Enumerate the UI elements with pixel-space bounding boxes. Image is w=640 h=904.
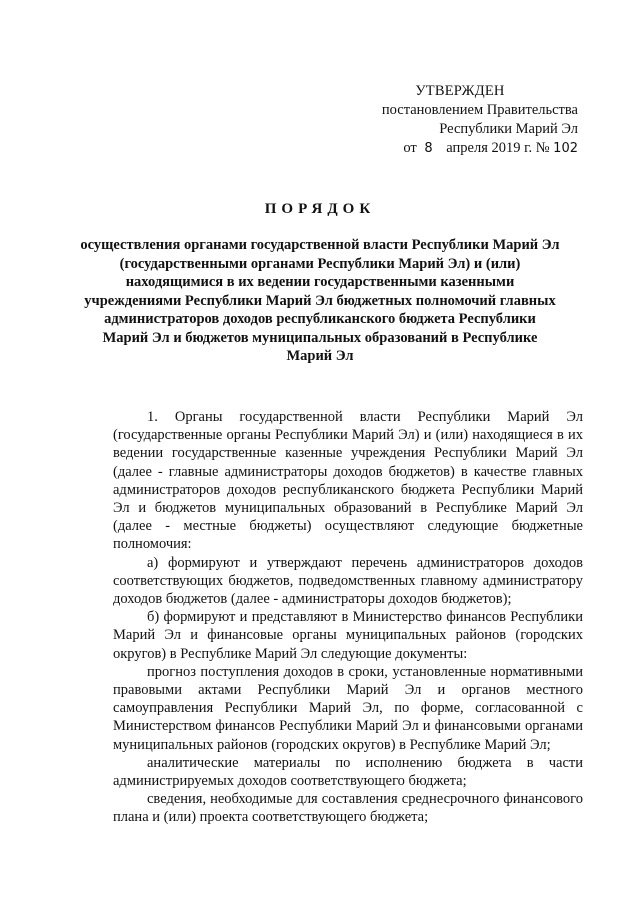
approval-number: 102 [553, 141, 578, 156]
paragraph-forecast: прогноз поступления доходов в сроки, установленные нормативными правовыми актами Республики Марий Эл и органов местного самоуправления Республики Марий Эл, по форме, согласованной с Министерством финансов Республики Марий Эл и финансовыми органами муниципальных районов (городских округов) в Республике Марий Эл; [113, 663, 583, 753]
paragraph-b: б) формируют и представляют в Министерство финансов Республики Марий Эл и финансовые органы муниципальных районов (городских округов) в Республике Марий Эл следующие документы: [113, 609, 583, 662]
document-subtitle: осуществления органами государственной власти Республики Марий Эл (государственными органами Республики Марий Эл) и (или) находящимися в их ведении государственными казенными учреждениями Республики Марий Эл бюджетных полномочий главных администраторов доходов республиканского бюджета Республики Марий Эл и бюджетов муниципальных образований в Республике Марий Эл [80, 237, 560, 364]
document-title: ПОРЯДОК [264, 201, 376, 217]
approval-line-2: Республики Марий Эл [439, 121, 578, 137]
approval-day: 8 [424, 141, 433, 156]
approval-date-line [382, 139, 578, 158]
approval-line-1: постановлением Правительства [381, 102, 578, 118]
approval-block [382, 82, 578, 158]
paragraph-1: 1. Органы государственной власти Республики Марий Эл (государственные органы Республики Марий Эл) и (или) находящиеся в их ведении государственные казенные учреждения Республики Марий Эл (далее - главные администраторы доходов бюджетов) в качестве главных администраторов доходов республиканского бюджета Республики Марий Эл и бюджетов муниципальных образований в Республике Марий Эл (далее - местные бюджеты) осуществляют следующие бюджетные полномочия: [113, 409, 583, 553]
approval-stamp: УТВЕРЖДЕН [415, 83, 505, 99]
document-body [113, 408, 583, 827]
paragraph-a: а) формируют и утверждают перечень администраторов доходов соответствующих бюджетов, подведомственных главному администратору доходов бюджетов (далее - администраторы доходов бюджетов); [113, 554, 583, 608]
paragraph-analytics: аналитические материалы по исполнению бюджета в части администрируемых доходов соответствующего бюджета; [113, 754, 583, 790]
paragraph-info: сведения, необходимые для составления среднесрочного финансового плана и (или) проекта соответствующего бюджета; [113, 791, 583, 826]
date-prefix: от [403, 140, 417, 156]
approval-date-text: апреля 2019 г. № [446, 140, 550, 156]
